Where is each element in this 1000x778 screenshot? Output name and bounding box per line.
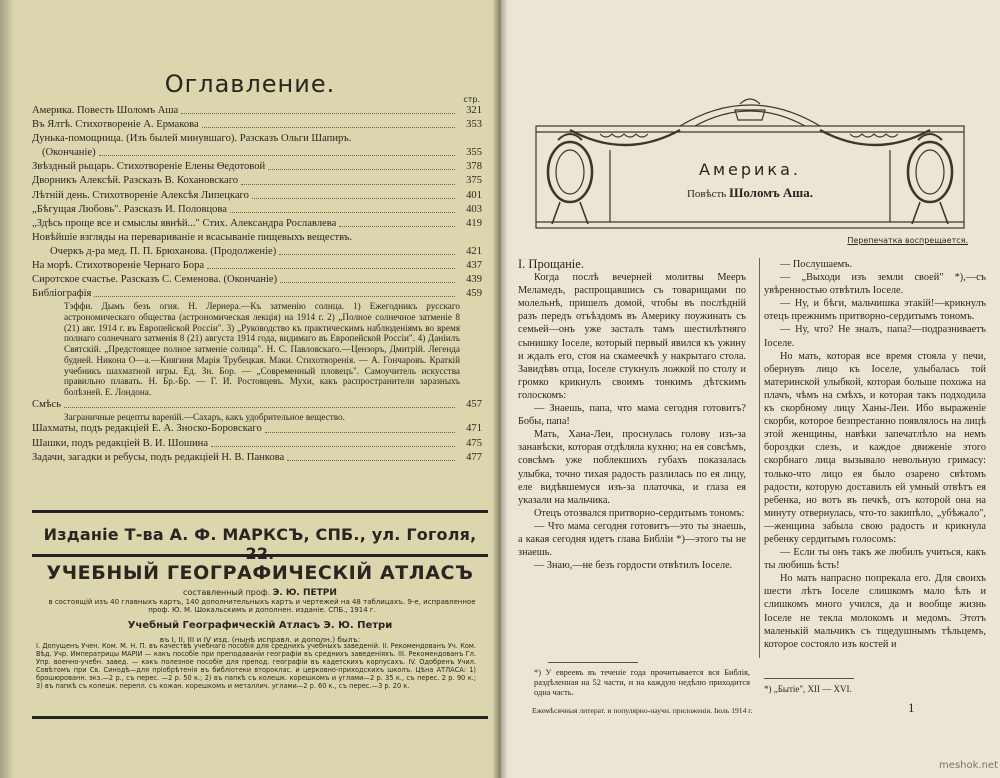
toc-entry-title: „Бѣгущая Любовь". Разсказъ И. Половцова xyxy=(32,203,227,215)
toc-entry xyxy=(32,259,482,273)
atlas-advertisement xyxy=(32,510,488,720)
page-column-label: стр. xyxy=(463,95,480,104)
toc-section-main xyxy=(32,104,482,301)
misc-text: Заграничные рецепты вареній.—Сахаръ, какъ удобрительное вещество. xyxy=(64,411,345,422)
reprint-notice: Перепечатка воспрещается. xyxy=(847,236,968,245)
toc-entry-title: Звѣздный рыцарь. Стихотвореніе Елены Ѳедотовой xyxy=(32,161,266,173)
toc-entry-page: 421 xyxy=(466,245,482,257)
toc-entry xyxy=(32,174,482,188)
toc-leader-dots xyxy=(265,422,455,432)
column-right-paragraphs xyxy=(764,258,986,651)
toc-entry xyxy=(32,437,482,451)
page-edge-shadow xyxy=(0,0,14,778)
footnote-right: *) „Бытіе", XII — XVI. xyxy=(764,684,852,694)
publisher-line: Изданіе Т-ва А. Ф. МАРКСЪ, СПБ., ул. Гоголя, 22. xyxy=(43,525,477,563)
toc-section-misc xyxy=(32,398,482,412)
story-genre: Повѣсть xyxy=(686,188,727,200)
atlas-title-secondary: Учебный Географическій Атласъ Э. Ю. Петри xyxy=(127,620,393,631)
toc-entry-title: На морѣ. Стихотвореніе Чернаго Бора xyxy=(32,260,205,272)
toc-entry xyxy=(32,104,482,118)
toc-entry-page: 477 xyxy=(466,451,482,463)
footnote-rule-left xyxy=(548,662,638,663)
toc-entry-page: 403 xyxy=(466,203,482,215)
paragraph: Но мать напрасно попрекала его. Для своихъ шести лѣтъ Іоселе слишкомъ мало ѣлъ и слишкомъ много учился, да и вообще жизнь Іоселе не текла молокомъ и медомъ. Этотъ маленькій мальчикъ съ тщедушнымъ тѣльцемъ, которое состояло изъ костей и xyxy=(764,573,986,650)
paragraph: — Послушаемъ. xyxy=(780,259,853,270)
book-gutter-shadow xyxy=(492,0,508,778)
toc-entry xyxy=(32,189,482,203)
toc-entry-title: Новѣйшіе взгляды на перевариваніе и всасываніе пищевыхъ веществъ. xyxy=(32,231,353,243)
toc-entry-page: 419 xyxy=(466,217,482,229)
paragraph: — Если ты онъ такъ же любилъ учиться, какъ ты любишь ѣсть! xyxy=(764,547,986,572)
footnote-left: *) У евреевъ въ теченіе года прочитывается вся Библія, раздѣленная на 52 части, и на каждую недѣлю приходится одна часть. xyxy=(534,668,750,697)
toc-entry xyxy=(32,273,482,287)
bibliography-text: Тэффи. Дымъ безъ огня. Н. Лернера.—Къ затменію солнца. 1) Ежегодникъ русскаго астрономическаго общества (астрономическая лекція) на 1914 г. 2) „Полное солнечное затменіе 8 (21) авг. 1914 г. въ Европейской Россіи". 3) „Руководство къ практическимъ наблюденіямъ во время полнаго солнечнаго затменія 8 (21) августа 1914 года, видимаго въ Европейской Россіи". 4) Даніилъ Святскій. „Предстоящее полное затменіе солнца". Н. С. Павловскаго.—Цензоръ, Дмитрій. Легенда будней. Никона О—а.—Княгиня Марія Трубецкая. Маки. Стихотворенія. — А. Гончаровъ. Краткій учебникъ шахматной игры. Ед. Зн. Бор. — „Современный пловецъ". Самоучитель искусства правильно плавать. Н. Бр.-Бр. — Г. И. Ростовцевъ. Мухи, какъ распространители заразныхъ болѣзней. Е. Лондона. xyxy=(64,301,460,397)
atlas-editions: въ I, II, III и IV изд. (нынѣ исправл. и дополн.) былъ: xyxy=(159,635,361,644)
toc-entry xyxy=(32,132,482,146)
toc-entry-title: Смѣсь xyxy=(32,398,62,410)
paragraph: — Что мама сегодня готовитъ—это ты знаешь, а какая сегодня идетъ глава Библіи *)—этого ты не знаешь. xyxy=(518,520,746,559)
toc-leader-dots xyxy=(202,118,455,128)
toc-leader-dots xyxy=(94,287,455,297)
compiler-prefix: составленный проф. xyxy=(183,588,271,597)
toc-title: Оглавление. xyxy=(164,70,336,98)
toc-entry xyxy=(32,146,482,160)
paragraph: Но мать, которая все время стояла у печи, обернувъ лицо къ Іоселе, улыбалась той материнской улыбкой, которая больше похожа на плачъ, чѣмъ на смѣхъ, и которая такъ подходила къ скорбному лицу Ханы-Леи. Ибо выраженіе скорби, которое безпрестанно появлялось на лицѣ этой женщины, навѣки запечатлѣло на немъ бороздки слезъ, и каждое движеніе этого скорбнаго лица вызывало невольную гримасу: только-что лицо ея было озарено свѣтомъ радости, которую доставилъ ей умный отвѣтъ ея ребенка, но вотъ въ печкѣ, отъ которой она на минуту отвернулась, что-то закипѣло, „убѣжало",—женщина забыла свою радость и крикнула ребенку сердитымъ голосомъ: xyxy=(764,350,986,545)
toc-leader-dots xyxy=(211,437,455,447)
toc-entry-page: 457 xyxy=(466,398,482,410)
toc-entry-title: Лѣтній день. Стихотвореніе Алексѣя Липецкаго xyxy=(32,189,249,201)
toc-entry xyxy=(32,217,482,231)
story-author: Шоломъ Аша. xyxy=(729,185,814,200)
bibliography-entries xyxy=(32,301,482,397)
toc-leader-dots xyxy=(252,189,455,199)
toc-entry xyxy=(32,203,482,217)
story-subtitle xyxy=(640,185,860,201)
paragraph: — Знаешь, папа, что мама сегодня готовитъ? Бобы, папа! xyxy=(518,403,746,428)
watermark: meshok.net xyxy=(939,760,998,771)
toc-entry xyxy=(32,398,482,412)
paragraph: — Знаю,—не безъ гордости отвѣтилъ Іоселе. xyxy=(534,560,733,572)
ad-top-rule xyxy=(32,510,488,513)
toc-entry-page: 475 xyxy=(466,437,482,449)
paragraph: Мать, Хана-Леи, проснулась голову изъ-за занавѣски, которая отдѣляла кухню; на ея совсѣмъ, совсѣмъ уже поблекшихъ губахъ показалась улыбка, точно тихая радость разлилась по ея лицу, еле видѣвшемуся изъ-за платочка, и глаза ея указали на мальчика. xyxy=(518,429,746,506)
text-column-left xyxy=(518,258,746,572)
toc-leader-dots xyxy=(64,398,455,408)
toc-entry-page: 355 xyxy=(466,147,482,159)
page-footer: Ежемѣсячныя литерат. и популярно-научн. приложенія. Іюль 1914 г. xyxy=(532,706,753,715)
toc-entry-title: Дунька-помощница. (Изъ былей минувшаго). Разсказъ Ольги Шапиръ. xyxy=(32,133,352,145)
toc-leader-dots xyxy=(99,146,455,156)
toc-entry-title: Очеркъ д-ра мед. П. П. Брюханова. (Продолженіе) xyxy=(50,245,277,257)
ad-divider-rule xyxy=(32,554,488,557)
toc-leader-dots xyxy=(279,245,455,255)
toc-leader-dots xyxy=(339,217,455,227)
toc-entry-title: Шашки, подъ редакціей В. И. Шошина xyxy=(32,437,209,449)
toc-entry xyxy=(32,118,482,132)
right-page xyxy=(500,0,1000,778)
toc-entry-title: Библіографія xyxy=(32,288,92,300)
atlas-details: I. Допущенъ Учен. Ком. М. Н. П. въ качествѣ учебнаго пособія для среднихъ учебныхъ заведеній. II. Рекомендованъ Уч. Ком. Вѣд. Учр. Императрицы МАРІИ — какъ пособіе при преподаваніи географіи въ среднихъ заведеніяхъ. III. Рекомендованъ Гл. Упр. военно-учебн. завед. — какъ полезное пособіе для препод. географіи въ кадетскихъ корпусахъ. IV. Одобренъ Учил. Совѣтомъ при Св. Синодѣ—для пріобрѣтенія въ библіотеки второклас. и церковно-приходскихъ школъ. Цѣна АТЛАСА: 1) брошюрованн. экз.—2 р., съ перес. —2 р. 50 к.; 2) въ папкѣ съ колешк. корешкомъ и углами—2 р. 35 к., съ перес. 2 р. 90 к.; 3) въ папкѣ съ колешк. перепл. съ кожан. корешкомъ и металлич. углами—2 р. 60 к., съ перес.—3 р. 20 к. xyxy=(36,642,476,690)
atlas-title: УЧЕБНЫЙ ГЕОГРАФИЧЕСКІЙ АТЛАСЪ xyxy=(46,562,474,584)
toc-entry-title: Въ Ялтѣ. Стихотвореніе А. Ермакова xyxy=(32,119,199,131)
toc-entry xyxy=(32,451,482,465)
page-number: 1 xyxy=(908,700,915,715)
atlas-description: в состоящій изъ 40 главныхъ картъ, 140 дополнительныхъ картъ и чертежей на 48 таблицахъ. 9-е, исправленное проф. Ю. М. Шокальскимъ и дополнен. изданіе. СПБ., 1914 г. xyxy=(48,598,476,615)
toc-section-games xyxy=(32,422,482,464)
paragraph: — Ну, что? Не зналъ, папа?—подразниваетъ Іоселе. xyxy=(764,324,986,349)
toc-entry-page: 401 xyxy=(466,189,482,201)
toc-entry-page: 375 xyxy=(466,175,482,187)
toc-entry-page: 471 xyxy=(466,423,482,435)
toc-entry-title: (Окончаніе) xyxy=(42,147,96,159)
toc-entry-title: Шахматы, подъ редакціей Е. А. Зноско-Боровскаго xyxy=(32,423,262,435)
toc-entry-page: 378 xyxy=(466,161,482,173)
toc-entry xyxy=(32,245,482,259)
toc-leader-dots xyxy=(280,273,455,283)
toc-entry xyxy=(32,231,482,245)
toc-entry xyxy=(32,287,482,301)
toc-entry-title: Сиротское счастье. Разсказъ С. Семенова. (Окончаніе) xyxy=(32,274,278,286)
paragraph: — Ну, и бѣги, мальчишка этакій!—крикнулъ отецъ прежнимъ притворно-сердитымъ тономъ. xyxy=(764,298,986,323)
toc-entry-page: 321 xyxy=(466,105,482,116)
atlas-compiler xyxy=(32,588,488,598)
column-left-paragraphs xyxy=(518,271,746,572)
compiler-name: Э. Ю. ПЕТРИ xyxy=(272,588,337,598)
toc-leader-dots xyxy=(230,203,455,213)
table-of-contents xyxy=(32,104,482,465)
misc-entries xyxy=(32,412,482,423)
toc-entry-title: Дворникъ Алексѣй. Разсказъ В. Кохановскаго xyxy=(32,175,239,187)
toc-leader-dots xyxy=(268,160,455,170)
footnote-rule-right xyxy=(764,678,854,679)
ad-bottom-rule xyxy=(32,716,488,719)
toc-entry xyxy=(32,160,482,174)
toc-entry-page: 353 xyxy=(466,119,482,131)
toc-entry-title: „Здѣсь проще все и смыслы явнѣй..." Стих. Александра Рославлева xyxy=(32,217,337,229)
toc-entry xyxy=(32,422,482,436)
toc-leader-dots xyxy=(287,451,455,461)
paragraph: Когда послѣ вечерней молитвы Мееръ Меламедъ, распрощавшись съ товарищами по молельнѣ, пришелъ домой, чтобы въ послѣдній разъ передъ отъѣздомъ въ Америку поужинать съ семьей—онъ уже засталъ тамъ шестилѣтняго сынишку Іоселе, который первый явился къ ужину и ждалъ его, стоя на скамеечкѣ у накрытаго стола. Завидѣвъ отца, Іоселе стукнулъ ложкой по столу и громко крикнулъ своимъ тонкимъ дѣтскимъ голоскомъ: xyxy=(518,272,746,401)
toc-entry-title: Америка. Повесть Шоломъ Аша xyxy=(32,105,179,116)
toc-leader-dots xyxy=(207,259,455,269)
paragraph: — „Выходи изъ земли своей" *),—съ увѣренностью отвѣтилъ Іоселе. xyxy=(764,272,986,297)
toc-leader-dots xyxy=(181,104,455,114)
toc-entry-page: 439 xyxy=(466,274,482,286)
text-column-right xyxy=(764,258,986,651)
story-title: Америка. xyxy=(699,160,801,179)
toc-leader-dots xyxy=(241,174,455,184)
toc-entry-page: 459 xyxy=(466,288,482,300)
toc-entry-page: 437 xyxy=(466,260,482,272)
column-divider xyxy=(759,258,760,658)
toc-entry-title: Задачи, загадки и ребусы, подъ редакціей Н. В. Панкова xyxy=(32,451,285,463)
chapter-heading: I. Прощаніе. xyxy=(518,257,584,271)
paragraph: Отецъ отозвался притворно-сердитымъ тономъ: xyxy=(534,507,745,519)
